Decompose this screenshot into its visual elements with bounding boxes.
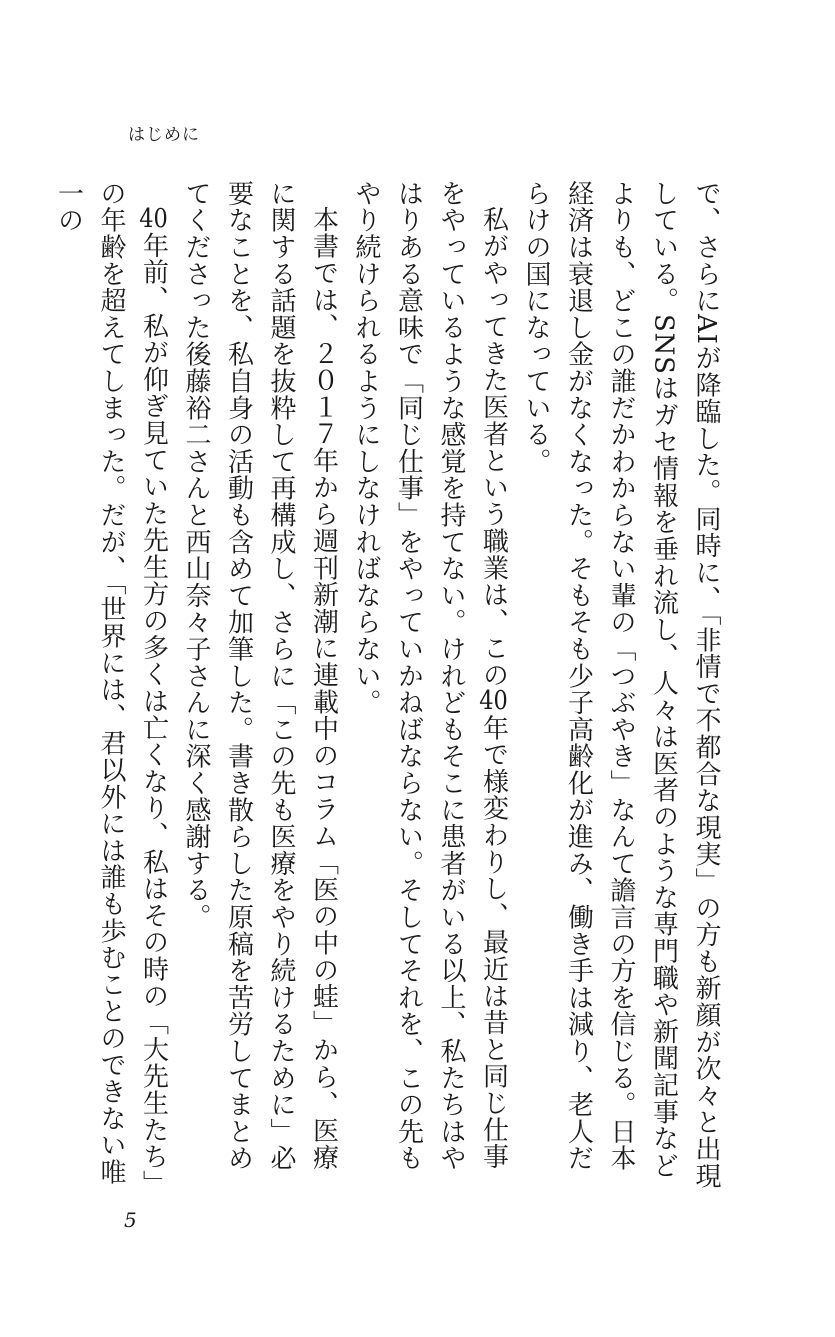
paragraph: で、さらにAIが降臨した。同時に、「非情で不都合な現実」の方も新顔が次々と出現している。SNSはガセ情報を垂れ流し、人々は医者のような専門職や新聞記事などよりも、どこの誰だかわからない輩の「つぶやき」なんて譫言の方を信じる。日本経済は衰退し金がなくなった。そもそも少子高齢化が進み、働き手は減り、老人だらけの国になっている。: [521, 180, 721, 1190]
paragraph: 私がやってきた医者という職業は、この40年で様変わりし、最近は昔と同じ仕事をやっているような感覚を持てない。けれどもそこに患者がいる以上、私たちはやはりある意味で「同じ仕事」をやっていかねばならない。そしてそれを、この先もやり続けられるようにしなければならない。: [351, 180, 509, 1172]
paragraph: 本書では、２０１７年から週刊新潮に連載中のコラム「医の中の蛙」から、医療に関する話題を抜粋して再構成し、さらに「この先も医療をやり続けるために」必要なことを、私自身の活動も含めて加筆した。書き散らした原稿を苦労してまとめてくださった後藤裕二さんと西山奈々子さんに深く感謝する。: [181, 180, 339, 1172]
page-number: 5: [124, 1208, 137, 1232]
paragraph: 40年前、私が仰ぎ見ていた先生方の多くは亡くなり、私はその時の「大先生たち」の年齢を超えてしまった。だが、「世界には、君以外には誰も歩むことのできない唯一の: [53, 180, 169, 1186]
running-head: はじめに: [128, 125, 200, 145]
body-text: [53, 180, 727, 1190]
